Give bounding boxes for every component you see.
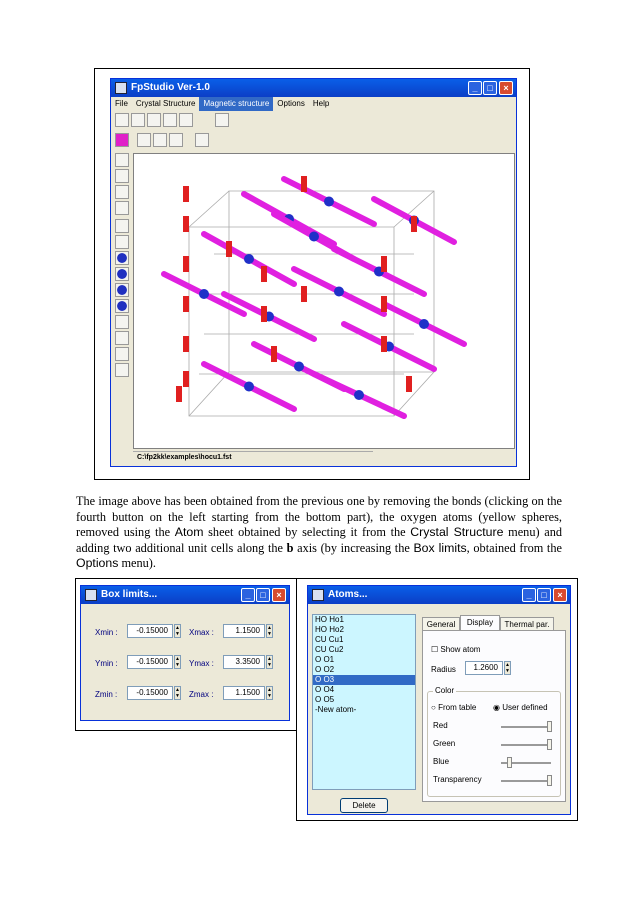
- para-b-axis: b: [286, 540, 294, 555]
- ymin-spinner[interactable]: ▲ ▼: [175, 656, 180, 668]
- cu-spin-arrow: [271, 346, 277, 362]
- tab-general[interactable]: General: [422, 617, 460, 631]
- menu-file[interactable]: File: [115, 99, 128, 108]
- para-text-6: menu).: [118, 556, 156, 571]
- transparency-label: Transparency: [433, 775, 482, 784]
- blue-label: Blue: [433, 757, 450, 766]
- radius-spinner[interactable]: ▲ ▼: [505, 662, 510, 674]
- atom-sphere: [419, 319, 429, 329]
- para-text-2: sheet obtained by selecting it from the: [203, 525, 411, 540]
- axes-icon[interactable]: [115, 219, 129, 233]
- cu-spin-arrow: [183, 186, 189, 202]
- xmin-spinner[interactable]: ▲ ▼: [175, 625, 180, 637]
- zmax-field[interactable]: 1.1500: [223, 686, 265, 700]
- atom-sphere: [334, 287, 344, 297]
- xmin-label: Xmin :: [95, 628, 118, 637]
- list-item-selected[interactable]: O O3: [313, 675, 415, 685]
- ymax-spinner[interactable]: ▲ ▼: [267, 656, 272, 668]
- radius-label: Radius: [431, 665, 456, 674]
- list-item[interactable]: O O2: [315, 665, 335, 674]
- crystal-structure-image: [134, 154, 514, 448]
- zmin-label: Zmin :: [95, 690, 118, 699]
- save-icon[interactable]: [163, 113, 177, 127]
- para-text-1: The image above has been obtained from the previous one by removing the bonds (clicking on the fourth button on the left starting from the bottom part), the oxygen atoms (yellow spheres, removed using the: [76, 494, 562, 540]
- close-button[interactable]: ×: [499, 81, 513, 95]
- atom-sphere: [244, 382, 254, 392]
- atom-sphere: [324, 197, 334, 207]
- cu-spin-arrow: [301, 286, 307, 302]
- center-icon[interactable]: [195, 133, 209, 147]
- cu-spin-arrow: [301, 176, 307, 192]
- app-icon: [312, 589, 324, 601]
- atom-label-icon[interactable]: [115, 283, 129, 297]
- cu-spin-arrow: [381, 256, 387, 272]
- para-crystal-structure: Crystal Structure: [410, 525, 504, 540]
- atom-sphere: [294, 362, 304, 372]
- zmax-label: Zmax :: [189, 690, 214, 699]
- axes2-icon[interactable]: [115, 235, 129, 249]
- para-text-3: menu) and adding two additional unit cells along the: [76, 525, 563, 555]
- green-slider-thumb[interactable]: [547, 739, 552, 750]
- app-icon: [115, 82, 127, 94]
- menu-options[interactable]: Options: [277, 99, 305, 108]
- para-text-5: , obtained from the: [466, 540, 562, 555]
- atoms-window: [307, 585, 571, 815]
- list-item[interactable]: O O5: [315, 695, 335, 704]
- cu-spin-arrow: [183, 371, 189, 387]
- close-button[interactable]: ×: [553, 588, 567, 602]
- open-icon[interactable]: [131, 113, 145, 127]
- cells-icon[interactable]: [115, 185, 129, 199]
- fpstudio-window: [110, 78, 517, 467]
- zmin-spinner[interactable]: ▲ ▼: [175, 687, 180, 699]
- green-label: Green: [433, 739, 456, 748]
- box-limits-titlebar: [81, 586, 289, 604]
- list-item[interactable]: CU Cu2: [315, 645, 344, 654]
- list-item[interactable]: HO Ho2: [315, 625, 344, 634]
- ymax-field[interactable]: 3.3500: [223, 655, 265, 669]
- rotate-icon[interactable]: [137, 133, 151, 147]
- minimize-button[interactable]: _: [522, 588, 536, 602]
- color-icon[interactable]: [115, 133, 129, 147]
- reload-icon[interactable]: [147, 113, 161, 127]
- bond-icon[interactable]: [115, 315, 129, 329]
- maximize-button[interactable]: □: [256, 588, 270, 602]
- cu-spin-arrow: [183, 216, 189, 232]
- list-item[interactable]: CU Cu1: [315, 635, 344, 644]
- structure-canvas[interactable]: [133, 153, 515, 449]
- delete-button[interactable]: Delete: [340, 798, 388, 813]
- atoms-titlebar: [308, 586, 570, 604]
- list-item[interactable]: HO Ho1: [315, 615, 344, 624]
- new-icon[interactable]: [115, 113, 129, 127]
- para-box-limits: Box limits: [413, 540, 467, 555]
- green-slider[interactable]: [501, 744, 551, 746]
- export-icon[interactable]: [179, 113, 193, 127]
- cu-spin-arrow: [406, 376, 412, 392]
- red-label: Red: [433, 721, 448, 730]
- user-defined-radio[interactable]: ◉ User defined: [493, 703, 548, 712]
- blue-slider-thumb[interactable]: [507, 757, 512, 768]
- atom-sphere: [244, 254, 254, 264]
- red-slider[interactable]: [501, 726, 551, 728]
- zmax-spinner[interactable]: ▲ ▼: [267, 687, 272, 699]
- cu-spin-arrow: [261, 266, 267, 282]
- red-slider-thumb[interactable]: [547, 721, 552, 732]
- para-atom: Atom: [174, 525, 204, 540]
- status-bar: C:\fp2kk\examples\hocu1.fst: [133, 451, 373, 463]
- vector-icon[interactable]: [115, 347, 129, 361]
- transparency-slider[interactable]: [501, 780, 551, 782]
- atom-label2-icon[interactable]: [115, 299, 129, 313]
- tab-thermal-par[interactable]: Thermal par.: [500, 617, 554, 631]
- vector2-icon[interactable]: [115, 363, 129, 377]
- xmin-field[interactable]: -0.15000: [127, 624, 173, 638]
- minimize-button[interactable]: _: [468, 81, 482, 95]
- maximize-button[interactable]: □: [483, 81, 497, 95]
- atom-list[interactable]: [312, 614, 416, 790]
- cu-spin-arrow: [411, 216, 417, 232]
- cu-spin-arrow: [381, 296, 387, 312]
- box-limits-window: [80, 585, 290, 721]
- atom-icon[interactable]: [115, 251, 129, 265]
- list-item[interactable]: O O1: [315, 655, 335, 664]
- cu-spin-arrow: [381, 336, 387, 352]
- cu-spin-arrow: [183, 256, 189, 272]
- xmax-field[interactable]: 1.1500: [223, 624, 265, 638]
- menu-magnetic-structure[interactable]: Magnetic structure: [199, 97, 273, 111]
- list-item[interactable]: O O4: [315, 685, 335, 694]
- cu-spin-arrow: [261, 306, 267, 322]
- atom-sphere: [309, 232, 319, 242]
- show-atom-label: Show atom: [440, 645, 481, 654]
- close-button[interactable]: ×: [272, 588, 286, 602]
- polyhedra-icon[interactable]: [115, 201, 129, 215]
- transparency-slider-thumb[interactable]: [547, 775, 552, 786]
- user-defined-label: User defined: [502, 703, 548, 712]
- list-item[interactable]: -New atom-: [315, 705, 357, 714]
- radius-field[interactable]: 1.2600: [465, 661, 503, 675]
- ymin-field[interactable]: -0.15000: [127, 655, 173, 669]
- para-text-4: axis (by increasing the: [293, 540, 414, 555]
- show-atom-checkbox[interactable]: ☐ Show atom: [431, 645, 481, 654]
- print-icon[interactable]: [215, 113, 229, 127]
- ymax-label: Ymax :: [189, 659, 214, 668]
- cu-spin-arrow: [183, 296, 189, 312]
- move-icon[interactable]: [169, 133, 183, 147]
- xmax-label: Xmax :: [189, 628, 214, 637]
- tab-display[interactable]: Display: [460, 615, 500, 631]
- color-label: Color: [435, 686, 455, 695]
- atom-sphere: [199, 289, 209, 299]
- para-options: Options: [76, 556, 119, 571]
- atom-sphere: [354, 390, 364, 400]
- window-title: FpStudio Ver-1.0: [131, 82, 210, 93]
- menu-bar: [111, 97, 516, 111]
- minimize-button[interactable]: _: [241, 588, 255, 602]
- cu-spin-arrow: [176, 386, 182, 402]
- cell-3d-icon[interactable]: [115, 169, 129, 183]
- cu-spin-arrow: [226, 241, 232, 257]
- from-table-radio[interactable]: ○ From table: [431, 703, 477, 712]
- atoms-title: Atoms...: [328, 589, 368, 600]
- maximize-button[interactable]: □: [537, 588, 551, 602]
- cu-spin-arrow: [183, 336, 189, 352]
- display-pane: [422, 630, 566, 802]
- bond2-icon[interactable]: [115, 331, 129, 345]
- ymin-label: Ymin :: [95, 659, 118, 668]
- zmin-field[interactable]: -0.15000: [127, 686, 173, 700]
- atom2-icon[interactable]: [115, 267, 129, 281]
- menu-crystal-structure[interactable]: Crystal Structure: [135, 99, 196, 108]
- xmax-spinner[interactable]: ▲ ▼: [267, 625, 272, 637]
- menu-help[interactable]: Help: [312, 99, 330, 108]
- zoom-icon[interactable]: [153, 133, 167, 147]
- fpstudio-titlebar: [111, 79, 516, 97]
- box-limits-title: Box limits...: [101, 589, 158, 600]
- cell-icon[interactable]: [115, 153, 129, 167]
- body-paragraph: [76, 494, 562, 572]
- from-table-label: From table: [438, 703, 477, 712]
- app-icon: [85, 589, 97, 601]
